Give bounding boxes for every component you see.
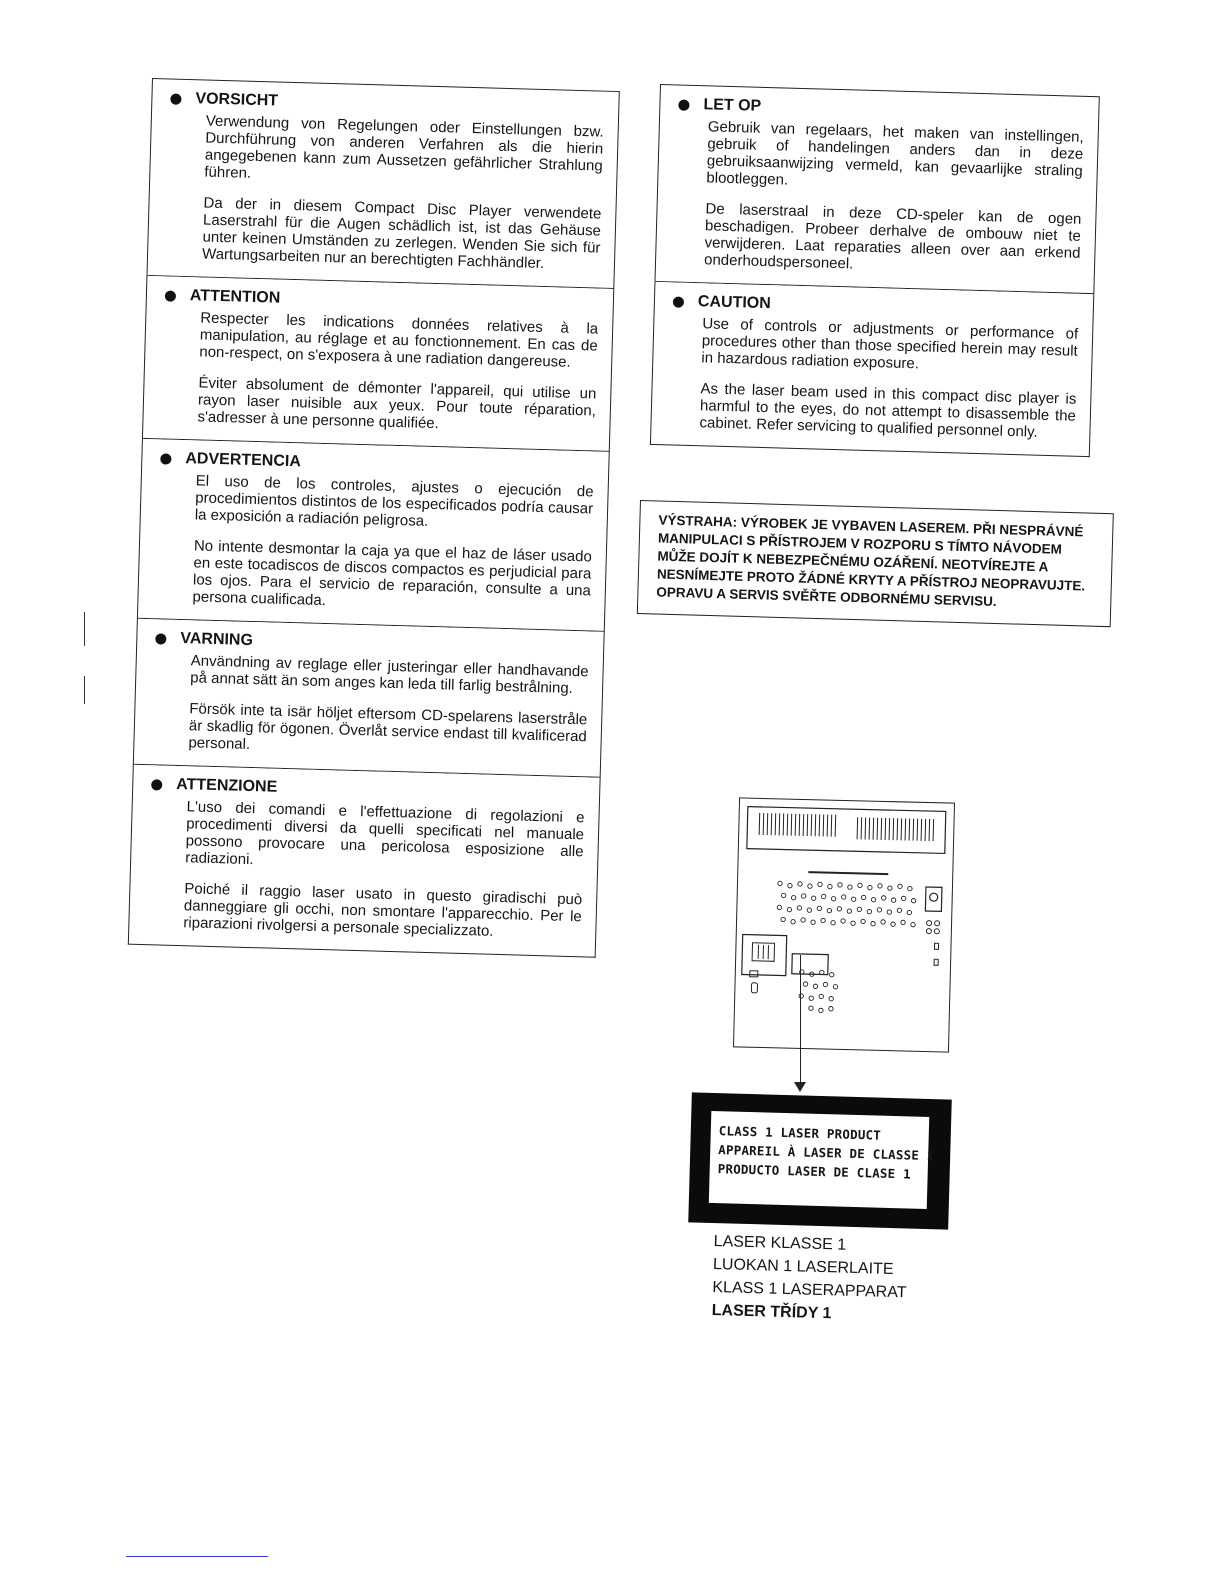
- bullet-icon: [170, 93, 181, 104]
- warnings-left-column: [128, 78, 620, 958]
- laser-class-item-czech: LASER TŘÍDY 1: [711, 1301, 832, 1323]
- bullet-icon: [678, 99, 689, 110]
- laser-class-item: KLASS 1 LASERAPPARAT: [712, 1278, 907, 1302]
- section-heading: ATTENZIONE: [176, 775, 278, 796]
- warnings-right-column: [650, 84, 1100, 457]
- warning-section-french: [142, 276, 614, 452]
- arrow-line: [800, 955, 801, 1087]
- laser-label-line: PRODUCTO LASER DE CLASE 1: [717, 1161, 912, 1182]
- section-paragraph: Respecter les indications données relatives à la manipulation, au réglage et au fonctionnement. En cas de non-respect, on s'exposera à une radiation dangereuse.: [199, 309, 599, 371]
- section-paragraph: De laserstraal in deze CD-speler kan de ogen beschadigen. Probeer derhalve de ombouw niet te verwijderen. Laat reparaties alleen over aan erkend onderhoudspersoneel.: [703, 200, 1082, 273]
- warning-section-italian: [128, 765, 601, 958]
- laser-product-label: [688, 1092, 952, 1229]
- margin-mark: [84, 612, 85, 646]
- laser-label-text-area: [709, 1111, 935, 1209]
- section-paragraph: Gebruik van regelaars, het maken van instellingen, gebruik of handelingen anders dan in deze gebruiksaanwijzing vermeld, kan gevaarlijke straling blootleggen.: [706, 118, 1084, 189]
- bullet-icon: [673, 296, 684, 307]
- warning-section-dutch: [654, 84, 1099, 294]
- margin-mark: [84, 676, 85, 704]
- section-heading: ADVERTENCIA: [185, 450, 302, 471]
- bullet-icon: [160, 453, 171, 464]
- device-rear-panel-illustration: [733, 797, 955, 1052]
- section-heading: ATTENTION: [189, 287, 281, 307]
- laser-class-item: LUOKAN 1 LASERLAITE: [712, 1255, 894, 1279]
- section-paragraph: Försök inte ta isär höljet eftersom CD-spelarens laserstråle är skadlig för ögonen. Överlåt service endast till kvalificerad personal.: [188, 700, 588, 753]
- section-paragraph: Éviter absolument de démonter l'appareil, qui utilise un rayon laser nuisible aux yeux. Pour toute réparation, s'adresser à une personne qualifiée.: [197, 374, 597, 433]
- warning-section-swedish: [133, 619, 605, 778]
- laser-label-line: CLASS 1 LASER PRODUCT: [718, 1123, 882, 1143]
- section-heading: LET OP: [703, 96, 762, 115]
- warning-section-german: [146, 78, 619, 289]
- laser-class-item: LASER KLASSE 1: [713, 1232, 847, 1254]
- czech-warning-text: VÝSTRAHA: VÝROBEK JE VYBAVEN LASEREM. PŘI NESPRÁVNÉ MANIPULACI S PŘÍSTROJEM V ROZPORU S TÍMTO NÁVODEM MŮŽE DOJÍT K NEBEZPEČNÉMU OZÁŘENÍ. NEOTVÍREJTE A NESNÍMEJTE PROTO ŽÁDNÉ KRYTY A PŘÍSTROJ NEOPRAVUJTE. OPRAVU A SERVIS SVĚŘTE ODBORNÉMU SERVISU.: [656, 512, 1086, 609]
- section-paragraph: As the laser beam used in this compact disc player is harmful to the eyes, do not attempt to disassemble the cabinet. Refer servicing to qualified personnel only.: [699, 380, 1077, 441]
- section-paragraph: Poiché il raggio laser usato in questo giradischi può danneggiare gli occhi, non smontare l'apparecchio. Per le riparazioni rivolgersi a personale specializzato.: [183, 880, 583, 940]
- laser-label-line: APPAREIL À LASER DE CLASSE 1: [718, 1142, 935, 1164]
- warning-section-english: [650, 282, 1094, 457]
- footer-rule: [126, 1556, 268, 1557]
- section-heading: VORSICHT: [195, 90, 279, 110]
- down-arrow-icon: [794, 1082, 806, 1092]
- section-heading: VARNING: [180, 630, 254, 650]
- czech-warning-box: [637, 500, 1114, 627]
- section-paragraph: L'uso dei comandi e l'effettuazione di regolazioni e procedimenti diversi da quelli specificati nel manuale possono provocare una pericolosa esposizione alle radiazioni.: [185, 798, 585, 869]
- warning-section-spanish: [137, 439, 610, 632]
- section-paragraph: Da der in diesem Compact Disc Player verwendete Laserstrahl für die Augen schädlich ist, ist das Gehäuse unter keinen Umständen zu zerlegen. Wenden Sie sich für Wartungsarbeiten nur an berechtigten Fachhändler.: [201, 194, 602, 273]
- laser-class-list: [711, 1230, 908, 1327]
- bullet-icon: [151, 779, 162, 790]
- section-paragraph: Verwendung von Regelungen oder Einstellungen bzw. Durchführung von anderen Verfahren als die hierin angegebenen kann zum Aussetzen gefährlicher Strahlung führen.: [204, 112, 604, 182]
- bullet-icon: [165, 290, 176, 301]
- section-paragraph: Use of controls or adjustments or performance of procedures other than those specified herein may result in hazardous radiation exposure.: [701, 315, 1079, 373]
- bullet-icon: [155, 633, 166, 644]
- section-paragraph: No intente desmontar la caja ya que el haz de láser usado en este tocadiscos de discos compactos es perjudicial para los ojos. Para el servicio de reparación, consulte a una persona cualificada.: [192, 537, 593, 610]
- cd-player-rear-icon: [734, 798, 954, 1051]
- section-paragraph: Användning av reglage eller justeringar eller handhavande på annat sätt än som anges kan leda till farlig bestrålning.: [190, 652, 589, 697]
- section-heading: CAUTION: [697, 293, 772, 313]
- section-paragraph: El uso de los controles, ajustes o ejecución de procedimientos distintos de los especificados podría causar la exposición a radiación peligrosa.: [194, 472, 594, 530]
